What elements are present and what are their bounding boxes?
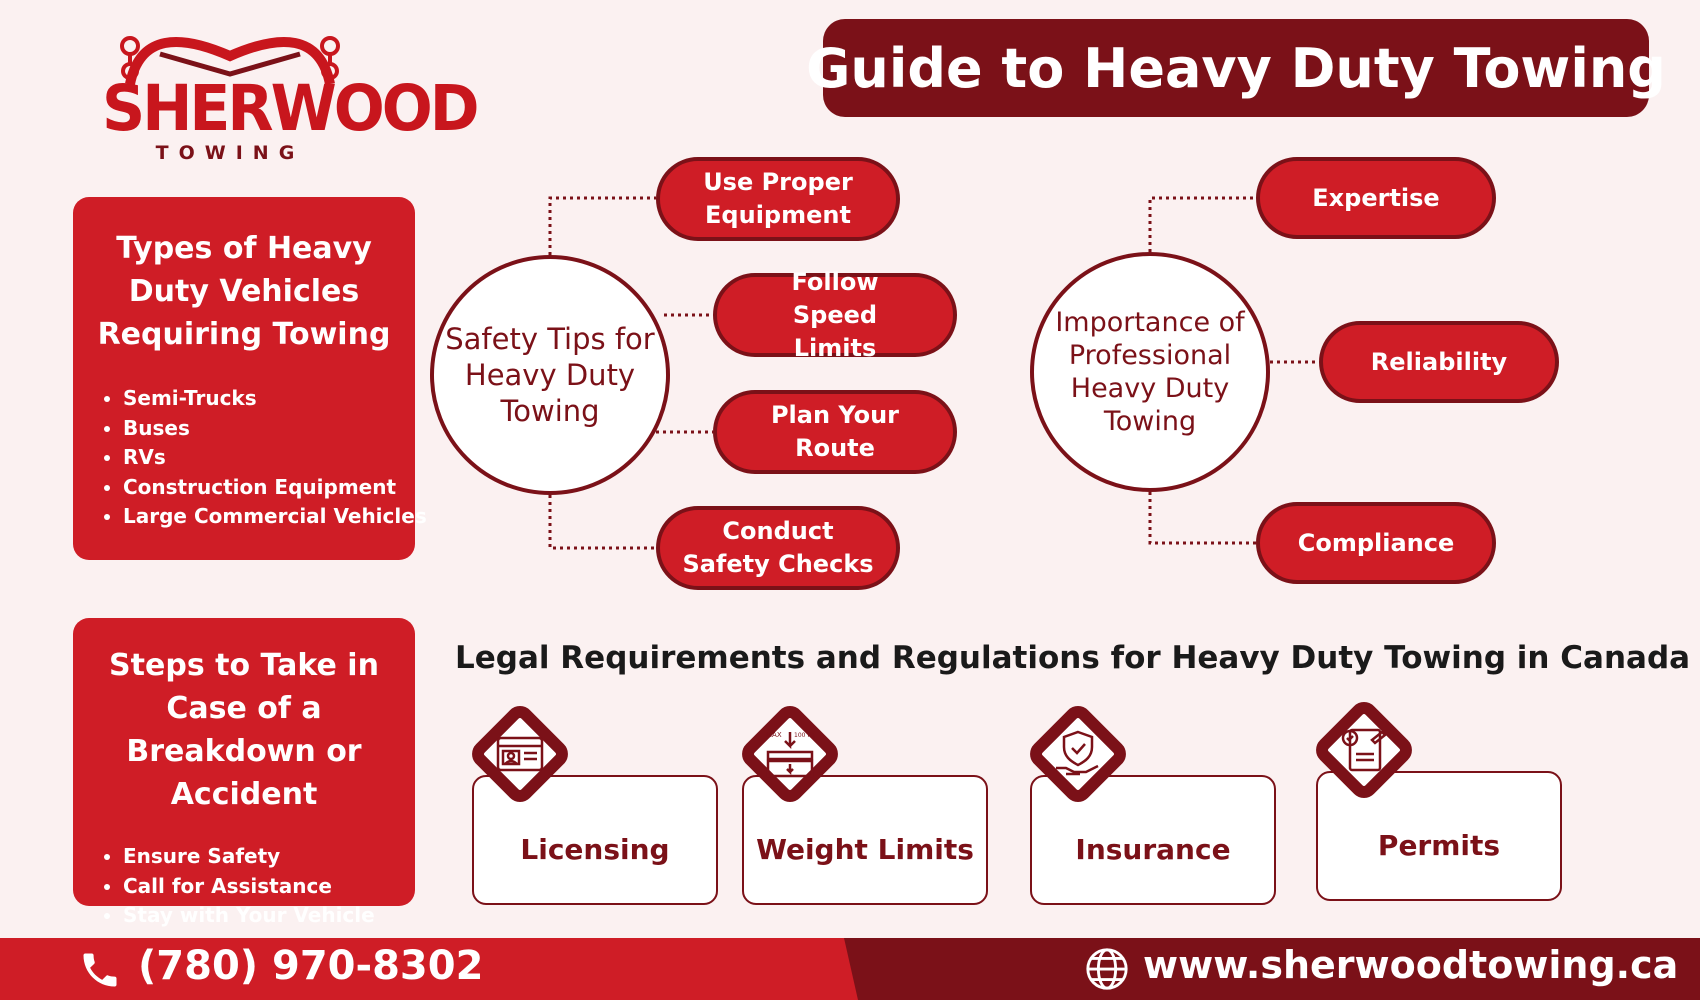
safety-tips-title: Safety Tips for Heavy Duty Towing [445, 322, 655, 428]
list-item: • Buses [123, 414, 401, 444]
globe-icon [1084, 946, 1130, 992]
list-item: • Stay with Your Vehicle [123, 901, 401, 931]
list-item: • Large Commercial Vehicles [123, 502, 401, 532]
safety-tip-conduct-safety-checks [656, 506, 900, 590]
weight-icon-max: MAX [766, 731, 782, 739]
importance-compliance [1256, 502, 1496, 584]
breakdown-steps-list [123, 842, 401, 931]
weight-icon-kg: 100 Kg [794, 732, 816, 739]
safety-tip-label: Plan Your Route [770, 401, 900, 462]
logo-wordmark: SHERWOOD [102, 72, 477, 146]
importance-circle [1030, 252, 1270, 492]
list-item: • Ensure Safety [123, 842, 401, 872]
safety-tip-follow-speed-limits [713, 267, 957, 362]
legal-card-label: Licensing [520, 832, 670, 866]
id-card-icon [468, 702, 572, 806]
phone-number-link[interactable]: (780) 970-8302 [138, 943, 484, 989]
safety-tip-plan-your-route [713, 390, 957, 474]
importance-label: Expertise [1312, 183, 1440, 212]
breakdown-steps-heading: Steps to Take in Case of a Breakdown or Accident [109, 648, 379, 812]
page-title-banner [806, 19, 1666, 117]
sherwood-towing-logo [90, 14, 477, 164]
logo-subtitle: TOWING [155, 142, 305, 164]
importance-expertise [1256, 157, 1496, 239]
importance-label: Reliability [1370, 347, 1508, 376]
legal-card-label: Permits [1377, 828, 1501, 862]
shield-hand-icon [1026, 702, 1130, 806]
weight-scale-icon [738, 702, 842, 806]
importance-reliability [1319, 321, 1559, 403]
importance-label: Compliance [1297, 528, 1455, 557]
list-item: • Semi-Trucks [123, 384, 401, 414]
safety-tip-label: Follow Speed Limits [791, 267, 879, 362]
list-item: • Call for Assistance [123, 872, 401, 902]
safety-tip-use-proper-equipment [656, 157, 900, 241]
safety-tip-label: Conduct Safety Checks [682, 517, 874, 578]
breakdown-steps-panel [73, 618, 415, 927]
legal-card-label: Weight Limits [756, 832, 974, 866]
importance-title: Importance of Professional Heavy Duty Towing [1055, 307, 1245, 437]
vehicle-types-panel [73, 197, 427, 560]
website-link[interactable]: www.sherwoodtowing.ca [1143, 943, 1679, 987]
safety-tip-label: Use Proper Equipment [703, 168, 853, 229]
list-item: • Construction Equipment [123, 473, 401, 503]
vehicle-types-list [123, 384, 427, 532]
legal-card-label: Insurance [1075, 832, 1231, 866]
safety-tips-circle [430, 255, 670, 495]
list-item: • RVs [123, 443, 401, 473]
permit-document-icon [1312, 698, 1416, 802]
legal-requirements-heading: Legal Requirements and Regulations for Heavy Duty Towing in Canada [455, 640, 1691, 676]
phone-icon [78, 948, 122, 992]
page-title: Guide to Heavy Duty Towing [806, 36, 1666, 100]
vehicle-types-heading: Types of Heavy Duty Vehicles Requiring Towing [97, 231, 391, 352]
